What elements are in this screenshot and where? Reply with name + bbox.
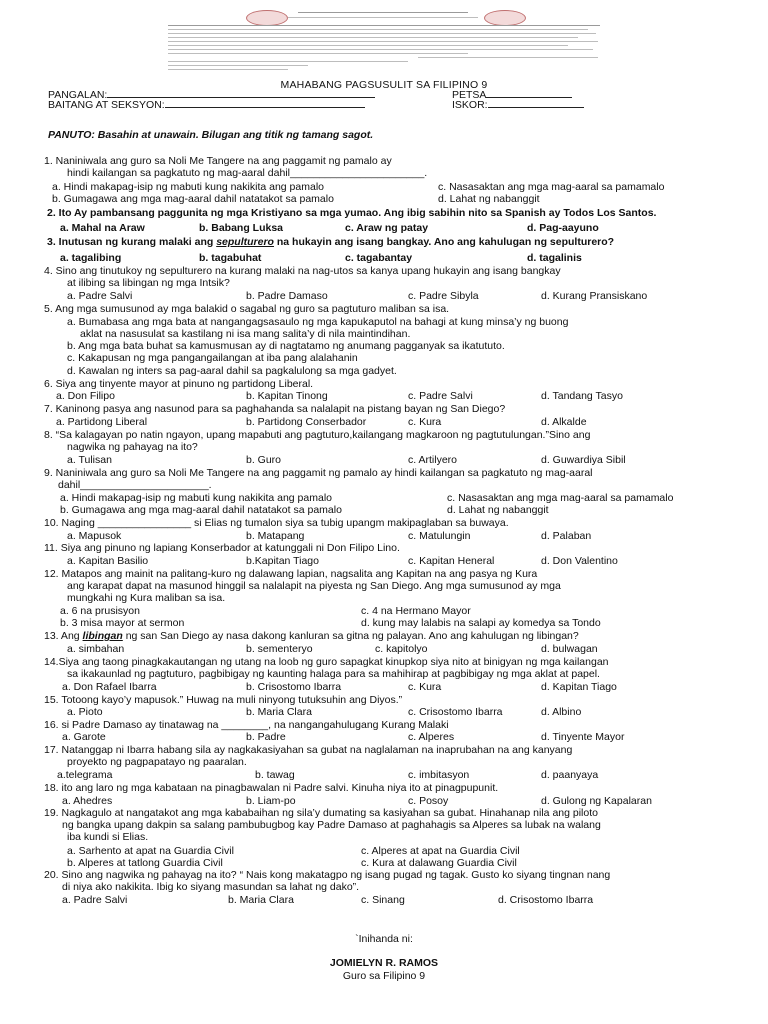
answer-choice[interactable]: a. Don Rafael Ibarra [62,681,157,693]
instructions-text: Basahin at unawain. Bilugan ang titik ng tamang sagot. [94,129,374,141]
question-text: 14.Siya ang taong pinagkakautangan ng utang na loob ng guro sapagkat kinupkop siya nito at binigyan ng mga kailangan [44,656,609,668]
answer-choice[interactable]: d. Tinyente Mayor [541,731,625,743]
answer-choice[interactable]: c. Kapitan Heneral [408,555,495,567]
answer-choice[interactable]: a. Kapitan Basilio [67,555,149,567]
school-seal-left-icon [246,10,288,26]
question-text: 18. ito ang laro ng mga kabataan na pinagbawalan ni Padre salvi. Kinuha niya ito at pinagpupunit. [44,782,499,794]
teacher-role: Guro sa Filipino 9 [342,970,426,982]
answer-choice[interactable]: b. Babang Luksa [199,222,284,234]
date-field[interactable] [486,88,572,98]
answer-choice[interactable]: d. paanyaya [541,769,599,781]
section-label: BAITANG AT SEKSYON: [48,99,165,111]
question-text: di niya ako nakikita. Ibig ko siyang masundan sa lahat ng dako”. [62,881,360,893]
question-text: hindi kailangan sa pagkatuto ng mag-aaral dahil_______________________. [67,167,428,179]
answer-choice[interactable]: a. Hindi makapag-isip ng mabuti kung nakikita ang pamalo [60,492,332,504]
question-text: ng bangka upang dakpin sa salang pambubugbog kay Padre Damaso at paghahagis sa Alperes sa lubak na walang [62,819,601,831]
question-text: 13. Ang libingan ng san San Diego ay nasa dakong kanluran sa gitna ng palayan. Ano ang kahulugan ng libingan? [44,630,579,642]
answer-choice[interactable]: a. Mahal na Araw [60,222,145,234]
answer-choice[interactable]: b. Crisostomo Ibarra [246,681,342,693]
question-text: iba kundi si Elias. [67,831,149,843]
answer-choice[interactable]: a. 6 na prusisyon [60,605,140,617]
answer-choice[interactable]: c. Padre Salvi [408,390,473,402]
answer-choice[interactable]: b. Padre Damaso [246,290,328,302]
answer-choice[interactable]: c. Posoy [408,795,449,807]
answer-choice[interactable]: b. Kapitan Tinong [246,390,328,402]
question-text: ang karapat dapat na masunod hinggil sa nalalapit na piyesta ng San Diego. Ang mga sumusunod ay mga [67,580,561,592]
answer-choice[interactable]: a. Don Filipo [56,390,115,402]
answer-choice[interactable]: a. Hindi makapag-isip ng mabuti kung nakikita ang pamalo [52,181,324,193]
answer-choice[interactable]: a. Sarhento at apat na Guardia Civil [67,845,234,857]
teacher-name: JOMIELYN R. RAMOS [329,957,439,969]
answer-choice[interactable]: b. tagabuhat [199,252,262,264]
answer-choice[interactable]: a. Bumabasa ang mga bata at nangangagsasaulo ng mga kapukaputol na bahagi at kung minsa’y ng buong [67,316,569,328]
question-text: 16. si Padre Damaso ay tinatawag na ________, na nangangahulugang Kurang Malaki [44,719,449,731]
question-text: nagwika ng pahayag na ito? [67,441,198,453]
answer-choice[interactable]: d. Kurang Pransiskano [541,290,648,302]
question-text: 8. “Sa kalagayan po natin ngayon, upang mapabuti ang pagtuturo,kailangang magkaroon ng pagtutulungan.”Sino ang [44,429,591,441]
name-label: PANGALAN: [48,89,108,101]
question-text: 4. Sino ang tinutukoy ng sepulturero na kurang malaki na nag-utos sa kanya upang hukayin ang isang bangkay [44,265,561,277]
answer-choice[interactable]: c. Nasasaktan ang mga mag-aaral sa pamamalo [438,181,665,193]
underlined-term: sepulturero [216,236,274,248]
question-text: 2. Ito Ay pambansang paggunita ng mga Kristiyano sa mga yumao. Ang ibig sabihin nito sa Spanish ay Todos Los Santos. [47,207,657,219]
answer-choice[interactable]: b. Partidong Conserbador [246,416,367,428]
answer-choice[interactable]: d. Pag-aayuno [527,222,599,234]
answer-choice[interactable]: b. tawag [255,769,295,781]
answer-choice[interactable]: aklat na nasusulat sa kastilang ni isa mang salita’y di nila maintindihan. [80,328,411,340]
exam-title: MAHABANG PAGSUSULIT SA FILIPINO 9 [280,79,488,91]
score-field[interactable] [488,98,584,108]
answer-choice[interactable]: d. Kapitan Tiago [541,681,617,693]
answer-choice[interactable]: b. Maria Clara [228,894,294,906]
answer-choice[interactable]: d. Alkalde [541,416,587,428]
answer-choice[interactable]: a. Mapusok [67,530,122,542]
school-seal-right-icon [484,10,526,26]
answer-choice[interactable]: d. Guwardiya Sibil [541,454,626,466]
answer-choice[interactable]: c. imbitasyon [408,769,470,781]
answer-choice[interactable]: d. kung may lalabis na salapi ay komedya sa Tondo [361,617,601,629]
answer-choice[interactable]: c. Araw ng patay [345,222,429,234]
answer-choice[interactable]: d. tagalinis [527,252,582,264]
answer-choice[interactable]: a. Partidong Liberal [56,416,148,428]
question-text: sa ikakaunlad ng pagtuturo, pagbibigay ng kaunting halaga para sa mahihirap at pagbibigay ng mga aklat at papel. [67,668,600,680]
question-text: 1. Naniniwala ang guro sa Noli Me Tangere na ang paggamit ng pamalo ay [44,155,392,167]
question-text: dahil______________________. [58,479,212,491]
answer-choice[interactable]: d. Lahat ng nabanggit [447,504,549,516]
answer-choice[interactable]: a. Ahedres [62,795,113,807]
question-text: 7. Kaninong pasya ang nasunod para sa paghahanda sa nalalapit na pistang bayan ng San Diego? [44,403,506,415]
answer-choice[interactable]: c. Matulungin [408,530,471,542]
question-text: 6. Siya ang tinyente mayor at pinuno ng partidong Liberal. [44,378,314,390]
answer-choice[interactable]: c. Kakapusan ng mga pangangailangan at iba pang alalahanin [67,352,358,364]
answer-choice[interactable]: c. Padre Sibyla [408,290,479,302]
answer-choice[interactable]: d. Gulong ng Kapalaran [541,795,652,807]
answer-choice[interactable]: a. Padre Salvi [62,894,128,906]
question-text: 12. Matapos ang mainit na palitang-kuro ng dalawang lapian, nagsalita ang Kapitan na ang pasya ng Kura [44,568,538,580]
answer-choice[interactable]: a. Garote [62,731,106,743]
answer-choice[interactable]: c. Nasasaktan ang mga mag-aaral sa pamamalo [447,492,674,504]
answer-choice[interactable]: a.telegrama [57,769,113,781]
question-text: 3. Inutusan ng kurang malaki ang sepulturero na hukayin ang isang bangkay. Ano ang kahulugan ng sepulturero? [47,236,615,248]
answer-choice[interactable]: c. Crisostomo Ibarra [408,706,503,718]
answer-choice[interactable]: c. Kura [408,416,442,428]
answer-choice[interactable]: b.Kapitan Tiago [246,555,319,567]
answer-choice[interactable]: b. Liam-po [246,795,296,807]
question-text: 5. Ang mga sumusunod ay mga balakid o sagabal ng guro sa pagtuturo maliban sa isa. [44,303,450,315]
score-label: ISKOR: [452,99,488,111]
answer-choice[interactable]: a. tagalibing [60,252,122,264]
question-text: 10. Naging ________________ si Elias ng tumalon siya sa tubig upangm makipaglaban sa buwaya. [44,517,509,529]
answer-choice[interactable]: d. Lahat ng nabanggit [438,193,540,205]
underlined-term: libingan [82,630,123,642]
answer-choice[interactable]: b. Gumagawa ang mga mag-aaral dahil natatakot sa pamalo [52,193,334,205]
name-field[interactable] [107,88,375,98]
answer-choice[interactable]: a. Tulisan [67,454,112,466]
question-text: proyekto ng pagpapatayo ng paaralan. [67,756,247,768]
question-text: 11. Siya ang pinuno ng lapiang Konserbador at katunggali ni Don Filipo Lino. [44,542,400,554]
question-text: 20. Sino ang nagwika ng pahayag na ito? “ Nais kong makatagpo ng isang pugad ng tagak. Gusto ko siyang tingnan nang [44,869,611,881]
answer-choice[interactable]: d. Crisostomo Ibarra [498,894,594,906]
answer-choice[interactable]: d. Albino [541,706,582,718]
answer-choice[interactable]: c. Kura at dalawang Guardia Civil [361,857,517,869]
answer-choice[interactable]: c. kapitolyo [375,643,428,655]
question-text: 17. Natanggap ni Ibarra habang sila ay nagkakasiyahan sa gubat na naglalaman na inaprubahan na ang kanyang [44,744,573,756]
answer-choice[interactable]: d. Don Valentino [541,555,618,567]
answer-choice[interactable]: c. Kura [408,681,442,693]
question-text: 15. Totoong kayo’y mapusok.” Huwag na muli ninyong tutuksuhin ang Diyos.” [44,694,403,706]
answer-choice[interactable]: c. Alperes at apat na Guardia Civil [361,845,520,857]
answer-choice[interactable]: d. bulwagan [541,643,598,655]
answer-choice[interactable]: c. Alperes [408,731,455,743]
answer-choice[interactable]: b. 3 misa mayor at sermon [60,617,185,629]
answer-choice[interactable]: b. sementeryo [246,643,313,655]
answer-choice[interactable]: b. Guro [246,454,282,466]
answer-choice[interactable]: b. Ang mga bata buhat sa kamusmusan ay di nagtatamo ng anumang pagganyak sa ikatututo. [67,340,505,352]
answer-choice[interactable]: b. Alperes at tatlong Guardia Civil [67,857,223,869]
section-field[interactable] [165,98,365,108]
date-label: PETSA [452,89,487,101]
answer-choice[interactable]: a. Pioto [67,706,103,718]
answer-choice[interactable]: b. Padre [246,731,286,743]
answer-choice[interactable]: c. Sinang [361,894,405,906]
answer-choice[interactable]: b. Gumagawa ang mga mag-aaral dahil natatakot sa pamalo [60,504,342,516]
answer-choice[interactable]: d. Kawalan ng inters sa pag-aaral dahil sa pagkalulong sa mga gadyet. [67,365,397,377]
answer-choice[interactable]: d. Tandang Tasyo [541,390,623,402]
answer-choice[interactable]: b. Maria Clara [246,706,312,718]
answer-choice[interactable]: c. 4 na Hermano Mayor [361,605,471,617]
answer-choice[interactable]: a. simbahan [67,643,125,655]
answer-choice[interactable]: b. Matapang [246,530,305,542]
answer-choice[interactable]: c. Artilyero [408,454,458,466]
prepared-by-label: `Inihanda ni: [355,933,413,945]
question-text: mungkahi ng Kura maliban sa isa. [67,592,226,604]
question-text: 9. Naniniwala ang guro sa Noli Me Tangere na ang paggamit ng pamalo ay hindi kailangan sa pagkatuto ng mag-aaral [44,467,593,479]
answer-choice[interactable]: d. Palaban [541,530,592,542]
instructions-label: PANUTO: [48,129,95,141]
question-text: 19. Nagkagulo at nangatakot ang mga kababaihan ng sila’y dumating sa kasiyahan sa gubat. Hinahanap nila ang piloto [44,807,598,819]
letterhead [168,8,600,74]
question-text: at ilibing sa libingan ng mga Intsik? [67,277,230,289]
answer-choice[interactable]: c. tagabantay [345,252,413,264]
answer-choice[interactable]: a. Padre Salvi [67,290,133,302]
